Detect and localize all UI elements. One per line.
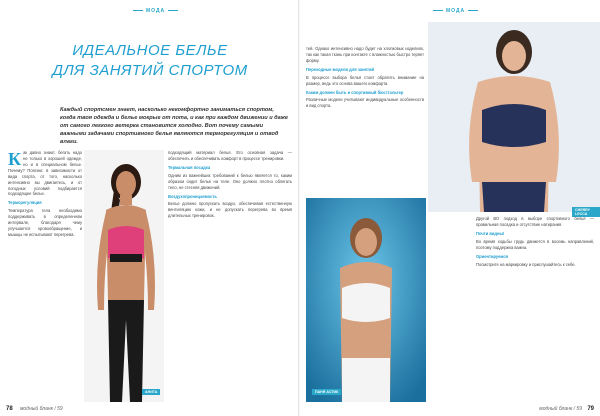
col1-heading: Терморегуляция	[8, 200, 42, 206]
athlete-photo	[84, 150, 164, 402]
lead-paragraph: Каждый спортсмен знает, насколько некомфортно заниматься спортом, когда твоя одежда и белье мокрые от пота, и как при каждом движении и даже от самого легкого ветерка становится холодно. Вот почему самыми важными задачами спортивного белья являются терморегуляция и отвод влаги.	[60, 107, 288, 146]
col2-p3: Белье должно пропускать воздух, обеспечивая естественную вентиляцию кожи, и не допускать перегрева во время длительных тренировок.	[168, 201, 292, 219]
page-number-right: 79	[587, 406, 594, 412]
article-title-line2: ДЛЯ ЗАНЯТИЙ СПОРТОМ	[52, 62, 248, 79]
r-col1-heading2: Каким должен быть и спортивный бюстгальтер	[306, 89, 404, 95]
r-col2-p1: Другой ВО подход в выборе спортивного белья — правильная посадка и отсутствие натирания.	[476, 216, 594, 227]
r-col2-p2: Во время ходьбы грудь движется в восемь направлений, поэтому поддержка важна.	[476, 238, 594, 250]
col1-p1: ак давно знают, бегать надо не только в хорошей одежде, но и в специальном белье. Почему? Поясню: в зависимости от вида спорта, от того, насколько интенсивно вы двигаетесь, и от погодных условий подбирается подходящее белье.	[8, 150, 82, 197]
r-col1-p3: Различные модели учитывают индивидуальные особенности и вид спорта.	[306, 97, 424, 109]
article-title-line1: ИДЕАЛЬНОЕ БЕЛЬЕ	[72, 42, 228, 59]
col2-heading2: Воздухопроницаемость	[168, 193, 217, 199]
model-photo-blue	[306, 198, 426, 402]
right-page	[300, 0, 600, 416]
photo-caption-tag-2: CHERRY LECCA	[572, 207, 600, 217]
photo-caption-tag-1: ПАНЯ АСТИК	[312, 389, 341, 395]
col2-heading1: Термальная посадка	[168, 164, 211, 170]
section-label: МОДА	[130, 8, 181, 14]
r-col1-p1: тей. Однако интенсивно надо будет на хлопковых изделиях, так как такая ткань при контакте с влажностью быстро теряет форму.	[306, 46, 424, 63]
section-label: МОДА	[430, 8, 481, 14]
text-column-2	[168, 150, 292, 400]
right-text-column-2	[476, 216, 594, 402]
r-col2-heading1: Почти видны!	[476, 230, 505, 236]
magazine-footer-right: модный бланк / 59	[539, 406, 582, 412]
col1-p2: Температура тела необходимо поддерживать в определенном интервале, благодаря чему улучшается кровообращение, и мышцы не испытывают перегрева.	[8, 208, 82, 237]
col2-p1: подходящий материал белья. Его основная задача — обеспечить и обеспечивать комфорт в процессе тренировки.	[168, 150, 292, 161]
r-col2-p3: Посмотрите на маркировку и прислушайтесь к себе.	[476, 261, 576, 267]
magazine-footer-left: модный бланк / 59	[20, 406, 63, 412]
text-column-1: Как давно знают, бегать надо не только в хорошей одежде, но и в специальном белье. Почему? Поясню: в зависимости от вида спорта, от того, насколько интенсивно вы двигаетесь, и от погодных условий подбирается подходящее белье. Терморегуляция Температура тела необходимо поддерживать в определенном интервале, благодаря чему улучшается кровообращение, и мышцы не испытывают перегрева.	[8, 149, 82, 237]
r-col1-heading1: Переходные модели для занятий	[306, 66, 374, 72]
right-text-column-1	[306, 46, 424, 196]
r-col2-heading2: Ориентируемся	[476, 253, 509, 259]
r-col1-p2: В процессе выбора белья стоит обратить внимание на размер, ведь это основа вашего комфорта.	[306, 74, 424, 86]
page-number-left: 78	[6, 406, 13, 412]
model-photo-navy	[428, 22, 600, 212]
photo-caption-tag: АНИТА	[142, 389, 160, 395]
col2-p2: Одним из важнейших требований к белью является то, каким образом сидит белье на теле. Оно должно плотно облегать тело, не стесняя движений.	[168, 172, 292, 190]
